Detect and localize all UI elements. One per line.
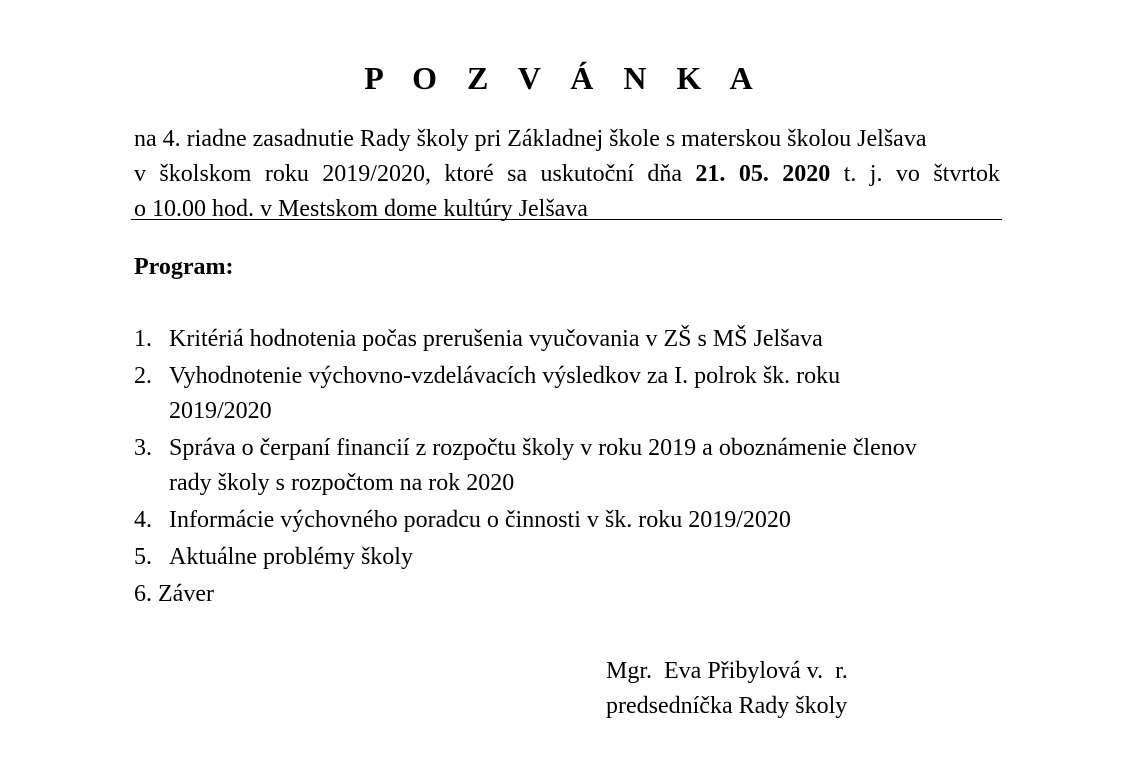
agenda-item-text: Vyhodnotenie výchovno-vzdelávacích výsledkov za I. polrok šk. roku xyxy=(169,363,841,389)
meeting-date: 21. 05. 2020 xyxy=(695,161,831,187)
agenda-item xyxy=(134,577,1014,612)
agenda-item-number: 5. xyxy=(134,544,152,570)
agenda-item-number: 6. xyxy=(134,581,158,607)
agenda-item-text: Informácie výchovného poradcu o činnosti v šk. roku 2019/2020 xyxy=(169,507,791,533)
agenda-item-number: 3. xyxy=(134,435,152,461)
agenda-item-text: Kritériá hodnotenia počas prerušenia vyučovania v ZŠ s MŠ Jelšava xyxy=(169,326,823,352)
signatory-role: predsedníčka Rady školy xyxy=(606,693,848,719)
program-heading: Program: xyxy=(134,254,234,280)
document-title: P O Z V Á N K A xyxy=(364,60,764,96)
agenda-item xyxy=(134,359,1014,429)
agenda-item-text: Aktuálne problémy školy xyxy=(169,544,413,570)
intro-line-1: na 4. riadne zasadnutie Rady školy pri Základnej škole s materskou školou Jelšava xyxy=(134,126,927,152)
intro-line-2 xyxy=(134,157,1000,192)
agenda-item xyxy=(134,431,1014,501)
agenda-item-text: Záver xyxy=(158,581,214,607)
agenda-item xyxy=(134,322,1014,357)
agenda-item-number: 2. xyxy=(134,363,152,389)
agenda-list xyxy=(134,322,1014,612)
invitation-intro xyxy=(134,122,1000,227)
agenda-item xyxy=(134,540,1014,575)
signature-block xyxy=(606,654,848,724)
intro-line-3: o 10.00 hod. v Mestskom dome kultúry Jelšava xyxy=(134,196,588,222)
intro-line-2-start: v školskom roku 2019/2020, ktoré sa uskutoční dňa xyxy=(134,161,696,187)
agenda-item-text: Správa o čerpaní financií z rozpočtu školy v roku 2019 a oboznámenie členov xyxy=(169,435,917,461)
intro-line-2-end: t. j. vo štvrtok xyxy=(830,161,1000,187)
agenda-item-number: 4. xyxy=(134,507,152,533)
signatory-name: Mgr. Eva Přibylová v. r. xyxy=(606,658,848,684)
agenda-item-continuation: rady školy s rozpočtom na rok 2020 xyxy=(169,470,515,496)
agenda-item xyxy=(134,503,1014,538)
horizontal-divider xyxy=(131,219,1002,220)
agenda-item-number: 1. xyxy=(134,326,152,352)
agenda-item-continuation: 2019/2020 xyxy=(169,398,272,424)
